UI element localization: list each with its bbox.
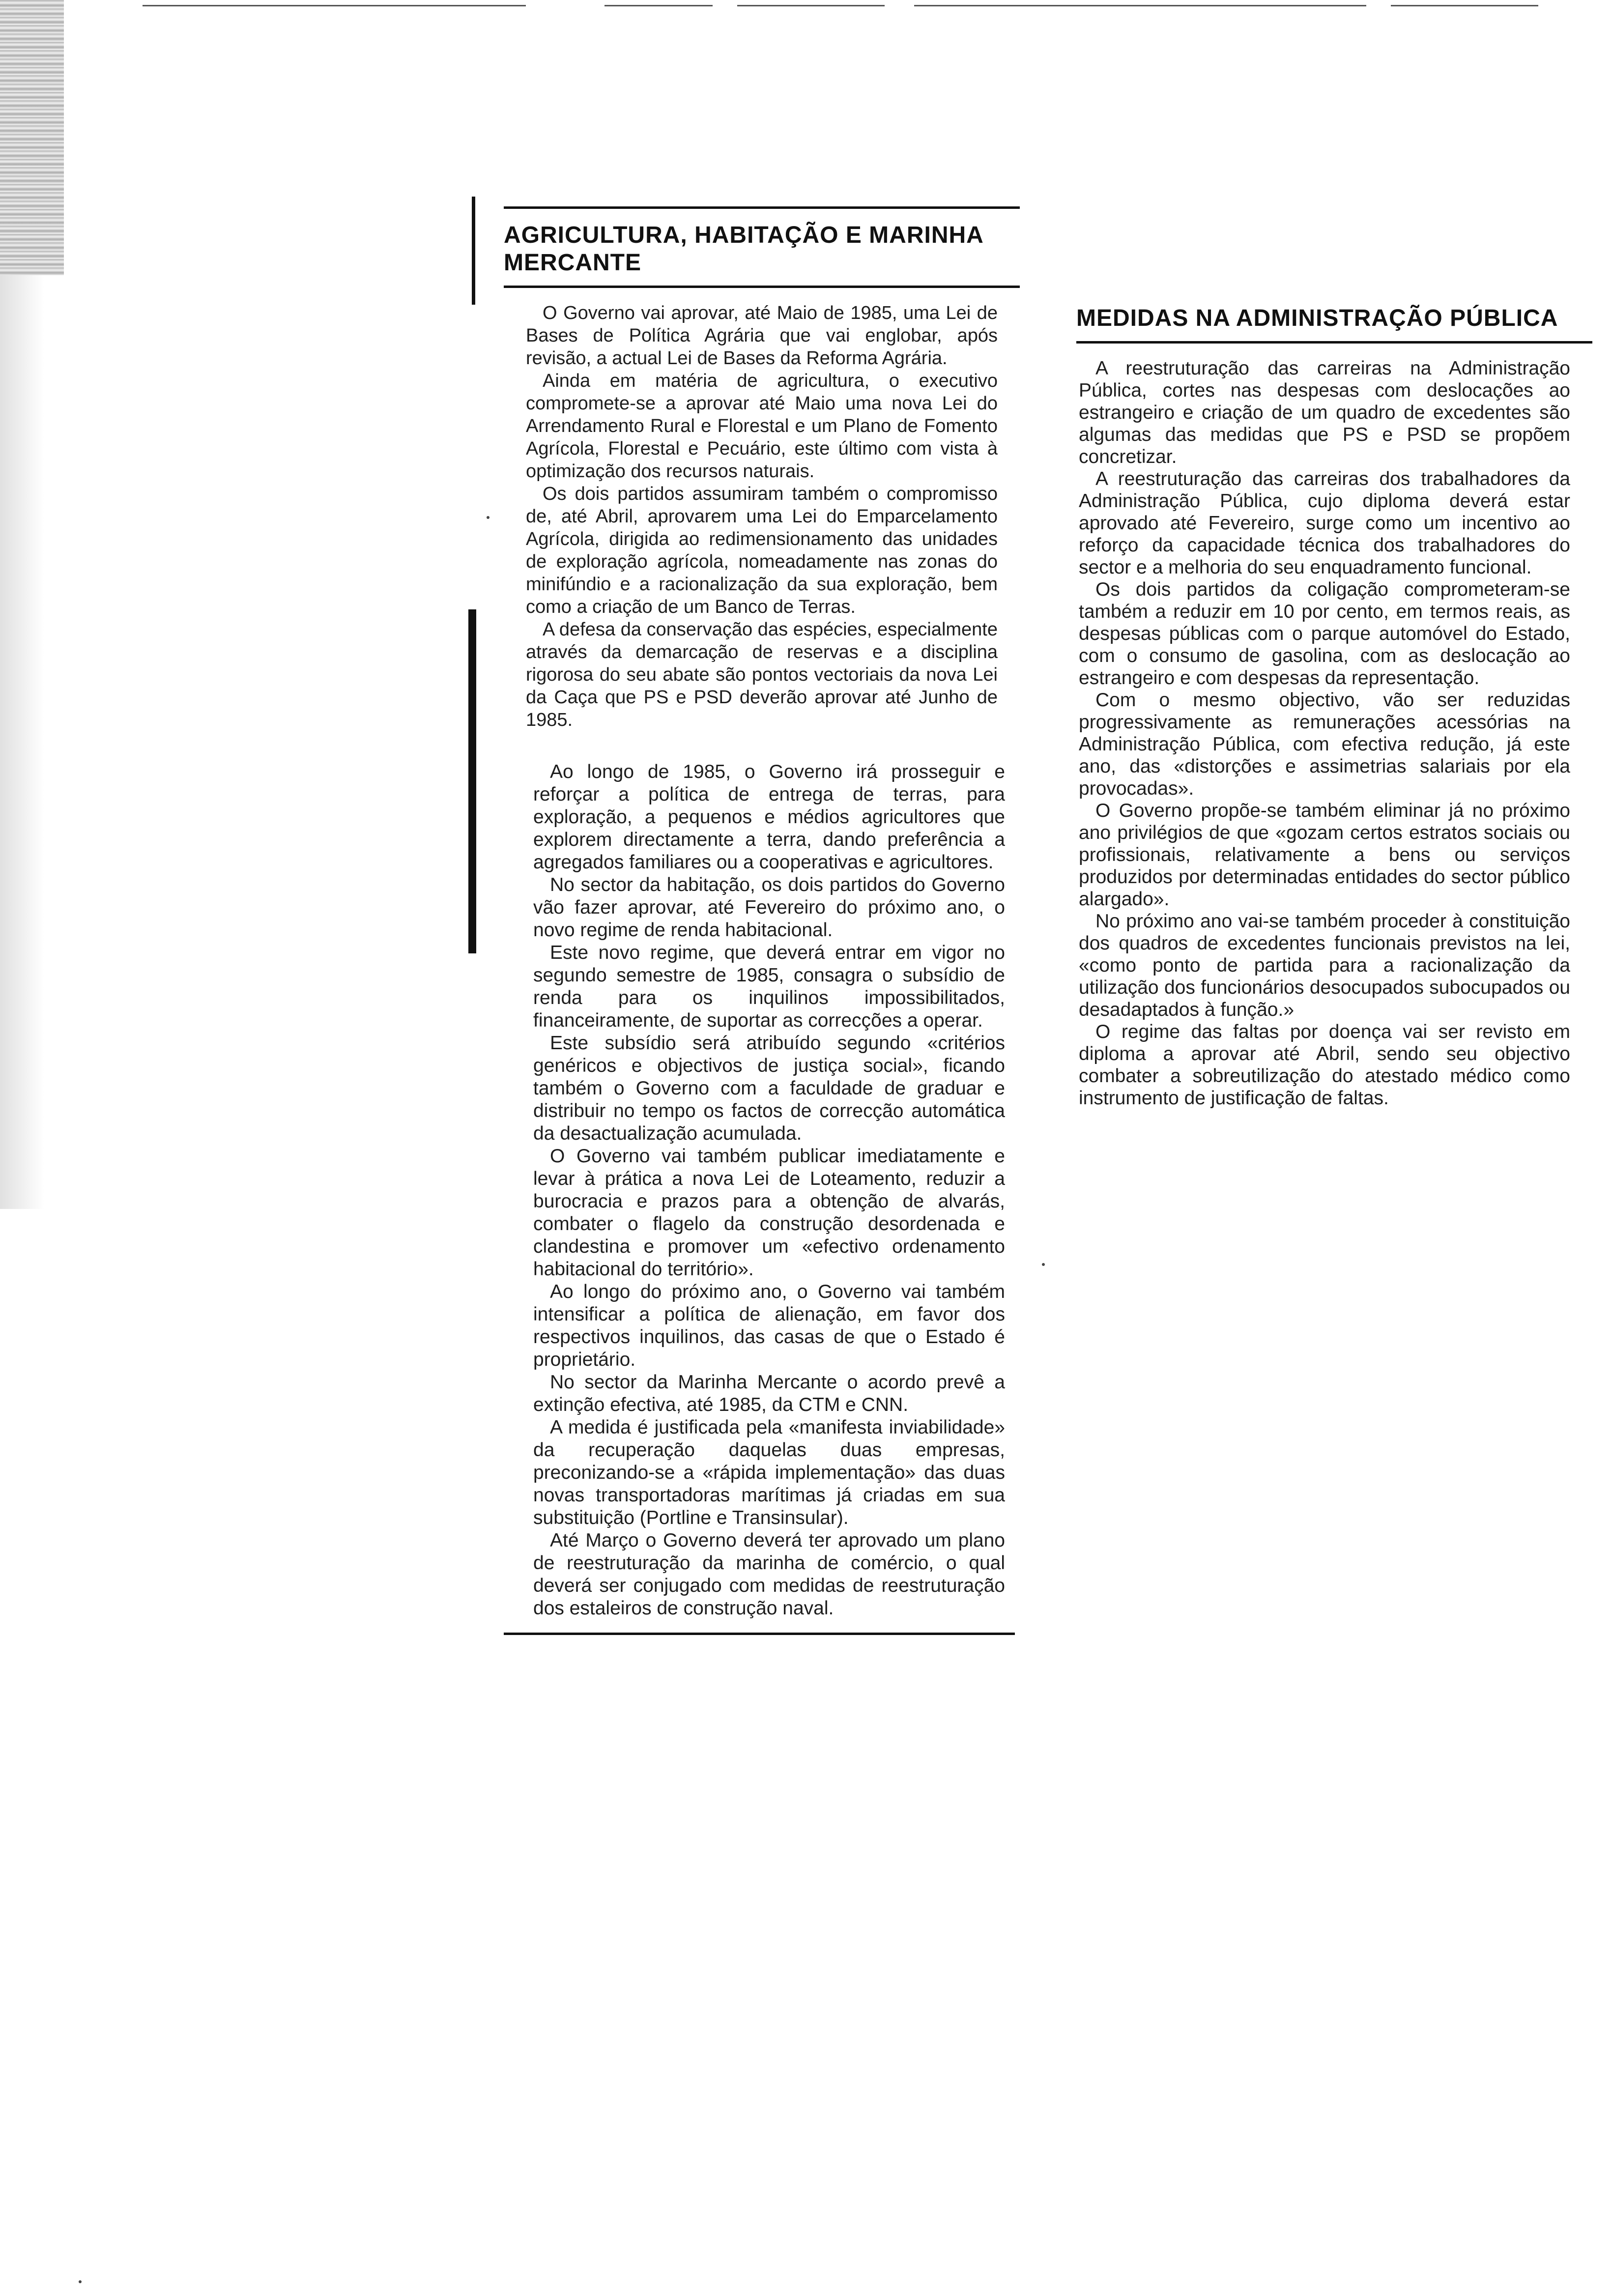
paragraph: No próximo ano vai-se também proceder à constituição dos quadros de excedentes funcionais previstos na lei, «como ponto de partida para a racionalização da utilização dos funcionários desocupados subocupados ou desadaptados à função.» [1079, 911, 1570, 1020]
article-body-bottom [533, 761, 1005, 1620]
headline-bottom-rule [504, 286, 1020, 288]
top-scan-line [1160, 5, 1366, 6]
margin-bar [472, 197, 475, 305]
article-end-rule [504, 1633, 1015, 1635]
scan-speck [79, 2280, 82, 2283]
paragraph: Os dois partidos da coligação comprometeram-se também a reduzir em 10 por cento, em termos reais, as despesas públicas com o parque automóvel do Estado, com o consumo de gasolina, com as deslocação ao estrangeiro e com despesas da representação. [1079, 579, 1570, 689]
paragraph: Os dois partidos assumiram também o compromisso de, até Abril, aprovarem uma Lei do Emparcelamento Agrícola, dirigida ao redimensionamento das unidades de exploração agrícola, nomeadamente nas zonas do minifúndio e a racionalização da sua exploração, bem como a criação de um Banco de Terras. [526, 484, 998, 617]
paragraph: Com o mesmo objectivo, vão ser reduzidas progressivamente as remunerações acessórias na Administração Pública, com efectiva redução, já este ano, das «distorções e assimetrias salariais por ela provocadas». [1079, 689, 1570, 799]
article-headline: AGRICULTURA, HABITAÇÃO E MARINHA MERCANTE [504, 222, 983, 276]
paragraph: O regime das faltas por doença vai ser revisto em diploma a aprovar até Abril, sendo seu objectivo combater a sobreutilização do atestado médico como instrumento de justificação de faltas. [1079, 1021, 1570, 1109]
scan-speck [487, 516, 489, 519]
paragraph: A reestruturação das carreiras dos trabalhadores da Administração Pública, cujo diploma deverá estar aprovado até Fevereiro, surge como um incentivo ao reforço da capacidade técnica dos trabalhadores do sector e a melhoria do seu enquadramento funcional. [1079, 468, 1570, 578]
article-agricultura [504, 206, 1020, 1635]
paragraph: Até Março o Governo deverá ter aprovado um plano de reestruturação da marinha de comércio, o qual deverá ser conjugado com medidas de reestruturação dos estaleiros de construção naval. [533, 1530, 1005, 1619]
top-scan-line [737, 5, 885, 6]
paragraph: O Governo propõe-se também eliminar já no próximo ano privilégios de que «gozam certos estratos sociais ou profissionais, relativamente a bens ou serviços produzidos por determinadas entidades do sector público alargado». [1079, 800, 1570, 910]
headline-top-rule [504, 206, 1020, 209]
paragraph: O Governo vai também publicar imediatamente e levar à prática a nova Lei de Loteamento, reduzir a burocracia e prazos para a obtenção de alvarás, combater o flagelo da construção desordenada e clandestina e promover um «efectivo ordenamento habitacional do território». [533, 1146, 1005, 1280]
paragraph: Ao longo de 1985, o Governo irá prosseguir e reforçar a política de entrega de terras, para exploração, a pequenos e médios agricultores que explorem directamente a terra, dando preferência a agregados familiares ou a cooperativas e agricultores. [533, 761, 1005, 873]
article-administracao [1076, 305, 1592, 1109]
top-scan-line [1391, 5, 1538, 6]
paragraph: Este novo regime, que deverá entrar em vigor no segundo semestre de 1985, consagra o subsídio de renda para os inquilinos impossibilitados, financeiramente, de suportar as correcções a operar. [533, 942, 1005, 1031]
article-headline: MEDIDAS NA ADMINISTRAÇÃO PÚBLICA [1076, 305, 1558, 331]
top-scan-line [604, 5, 713, 6]
article-body-top [526, 302, 998, 731]
scan-shadow [0, 275, 44, 1209]
top-scan-line [914, 5, 1189, 6]
paragraph: No sector da Marinha Mercante o acordo prevê a extinção efectiva, até 1985, da CTM e CNN. [533, 1372, 1005, 1415]
scan-speck [1042, 1263, 1045, 1266]
paragraph: Este subsídio será atribuído segundo «critérios genéricos e objectivos de justiça social», ficando também o Governo com a faculdade de graduar e distribuir no tempo os factos de correcção automática da desactualização acumulada. [533, 1033, 1005, 1144]
paragraph: Ainda em matéria de agricultura, o executivo compromete-se a aprovar até Maio uma nova Lei do Arrendamento Rural e Florestal e um Plano de Fomento Agrícola, Florestal e Pecuário, este último com vista à optimização dos recursos naturais. [526, 371, 998, 482]
paragraph: A medida é justificada pela «manifesta inviabilidade» da recuperação daquelas duas empresas, preconizando-se a «rápida implementação» das duas novas transportadoras marítimas já criadas em sua substituição (Portline e Transinsular). [533, 1417, 1005, 1528]
article-body [1079, 357, 1570, 1109]
scan-edge-artifact [0, 0, 64, 275]
paragraph: No sector da habitação, os dois partidos do Governo vão fazer aprovar, até Fevereiro do próximo ano, o novo regime de renda habitacional. [533, 874, 1005, 941]
headline-bottom-rule [1076, 341, 1592, 344]
margin-bar [468, 609, 476, 953]
paragraph: A defesa da conservação das espécies, especialmente através da demarcação de reservas e a disciplina rigorosa do seu abate são pontos vectoriais da nova Lei da Caça que PS e PSD deverão aprovar até Junho de 1985. [526, 619, 998, 730]
paragraph: Ao longo do próximo ano, o Governo vai também intensificar a política de alienação, em favor dos respectivos inquilinos, das casas de que o Estado é proprietário. [533, 1281, 1005, 1370]
top-scan-line [143, 5, 526, 6]
paragraph: O Governo vai aprovar, até Maio de 1985, uma Lei de Bases de Política Agrária que vai englobar, após revisão, a actual Lei de Bases da Reforma Agrária. [526, 303, 998, 369]
paragraph: A reestruturação das carreiras na Administração Pública, cortes nas despesas com deslocações ao estrangeiro e criação de um quadro de excedentes são algumas das medidas que PS e PSD se propõem concretizar. [1079, 358, 1570, 467]
